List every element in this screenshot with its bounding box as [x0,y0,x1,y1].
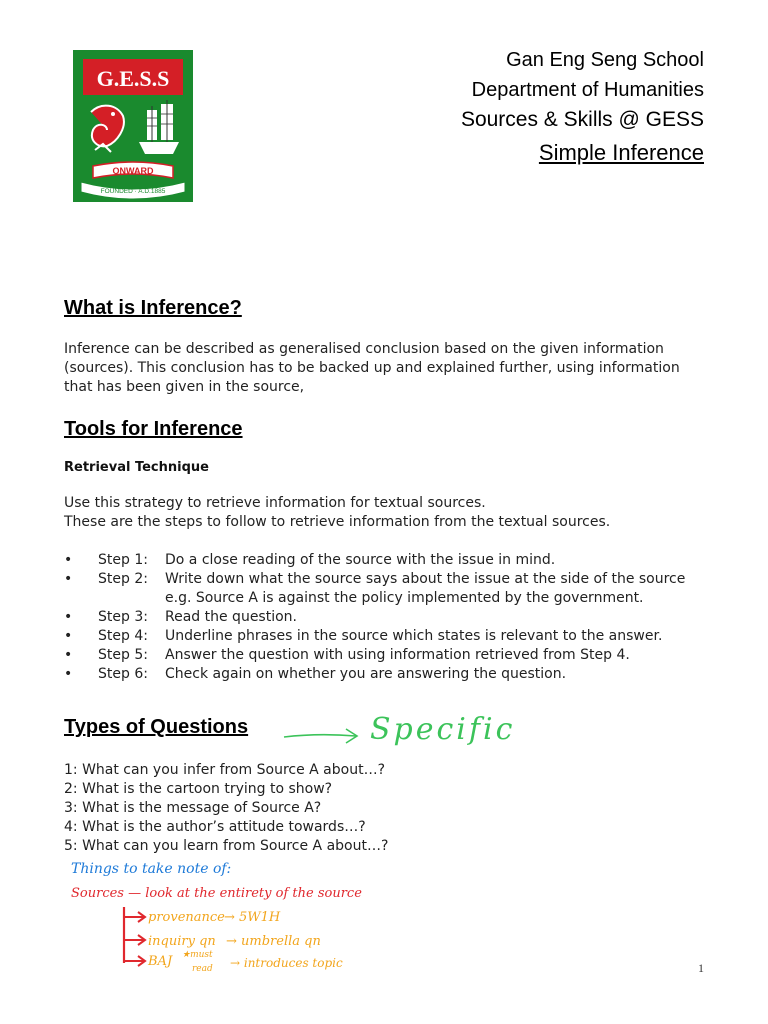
handwritten-inquiry: inquiry qn [148,934,216,949]
section-title-questions: Types of Questions [64,716,249,738]
question-item: 3: What is the message of Source A? [64,800,322,816]
school-logo [73,50,193,202]
tools-intro-1: Use this strategy to retrieve information for textual sources. [64,495,486,511]
section-title-tools: Tools for Inference [64,418,243,440]
question-item: 2: What is the cartoon trying to show? [64,781,333,797]
logo-motto: ONWARD [112,166,154,176]
page-number: 1 [698,961,704,975]
retrieval-technique-subtitle: Retrieval Technique [64,460,209,475]
step-label: Step 2: [98,571,148,587]
logo-text: G.E.S.S [96,66,170,91]
logo-founded: FOUNDED · A.D.1885 [100,188,166,195]
step-label: Step 3: [98,609,148,625]
question-item: 5: What can you learn from Source A about…? [64,838,389,854]
handwritten-must: ★must [182,950,213,960]
bullet: • [64,647,73,663]
step-text: Answer the question with using information retrieved from Step 4. [165,647,630,663]
bullet: • [64,628,73,644]
step-label: Step 6: [98,666,148,682]
step-text: Write down what the source says about the issue at the side of the source [165,571,686,587]
bullet: • [64,666,73,682]
handwritten-baj: BAJ [148,954,173,969]
step-text: Underline phrases in the source which states is relevant to the answer. [165,628,663,644]
bullet: • [64,609,73,625]
handwritten-provenance: provenance [148,910,225,925]
document-topic: Simple Inference [538,140,704,165]
handwritten-umbrella: → umbrella qn [226,934,321,949]
step-text-example: e.g. Source A is against the policy implemented by the government. [165,590,644,606]
section-title-what: What is Inference? [64,297,242,319]
question-item: 4: What is the author’s attitude towards…? [64,819,366,835]
step-label: Step 4: [98,628,148,644]
handwritten-specific: Specific [370,712,516,747]
what-body: Inference can be described as generalised conclusion based on the given information (sources). This conclusion has to be backed up and explained further, using information that has been given in the source, [64,341,680,395]
handwritten-read: read [192,964,213,974]
step-text: Read the question. [165,609,297,625]
step-text: Check again on whether you are answering the question. [165,666,567,682]
bullet: • [64,571,73,587]
program-name: Sources & Skills @ GESS [460,108,704,131]
step-text: Do a close reading of the source with the issue in mind. [165,552,556,568]
handwritten-introduces-topic: → introduces topic [230,956,343,970]
bullet: • [64,552,73,568]
handwritten-5w1h: → 5W1H [224,910,281,925]
handwritten-things-note: Things to take note of: [71,861,232,877]
arrow-right-icon [282,724,362,748]
department-name: Department of Humanities [471,79,704,101]
school-name: Gan Eng Seng School [506,49,704,71]
tools-intro-2: These are the steps to follow to retrieve information from the textual sources. [64,514,611,530]
step-label: Step 5: [98,647,148,663]
question-item: 1: What can you infer from Source A about…? [64,762,386,778]
bracket-arrows-icon [110,903,150,973]
step-label: Step 1: [98,552,148,568]
handwritten-sources-note: Sources — look at the entirety of the source [71,886,362,901]
